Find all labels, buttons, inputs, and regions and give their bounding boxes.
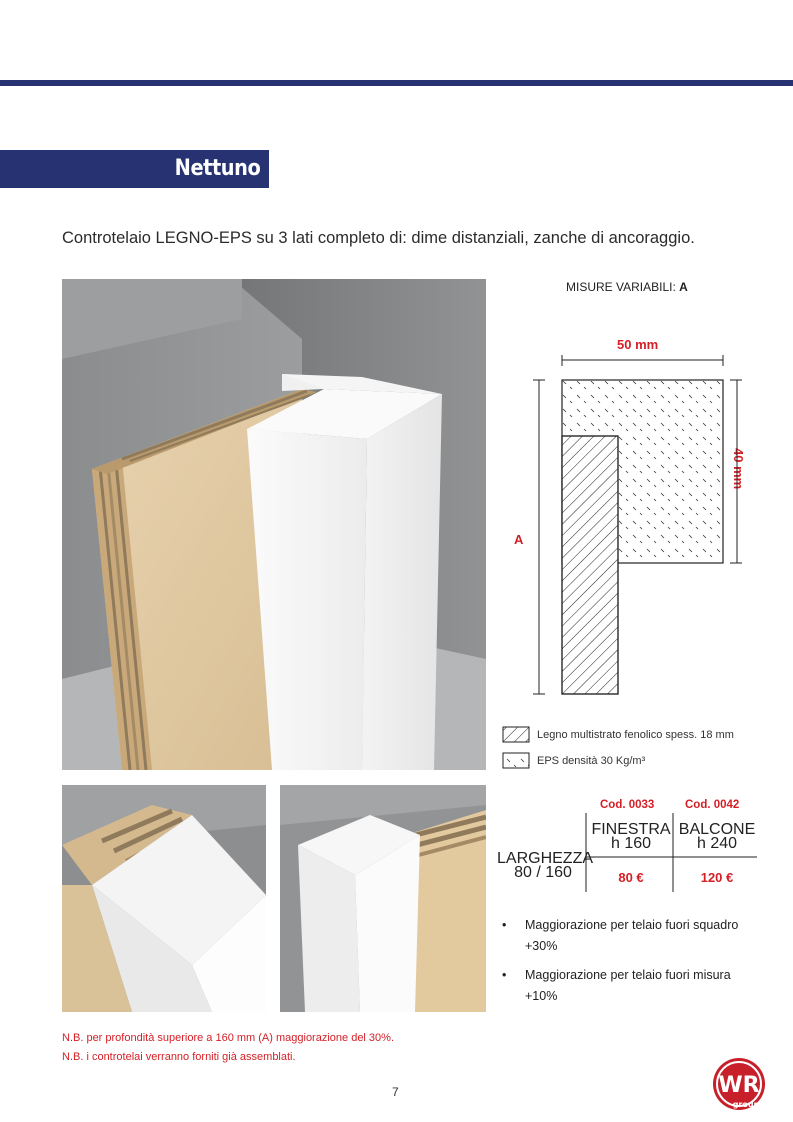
intro-text: Controtelaio LEGNO-EPS su 3 lati completo di: dime distanziali, zanche di ancoraggio. (62, 229, 695, 247)
page-title: Nettuno (174, 156, 260, 181)
legend-eps-label: EPS densità 30 Kg/m³ (537, 755, 646, 767)
logo-sub: group (732, 1100, 760, 1109)
surcharge-item: • Maggiorazione per telaio fuori misura +10% (500, 965, 760, 1007)
row-label-line1: LARGHEZZA (497, 850, 594, 867)
legend-wood (537, 729, 734, 741)
height-dimension-label: 40 mm (731, 448, 746, 490)
row-label (497, 850, 594, 881)
code-finestra: Cod. 0033 (600, 799, 655, 811)
measures-title (566, 280, 688, 294)
header-finestra-name: FINESTRA (591, 821, 671, 838)
note-assembly: N.B. i controtelai verranno forniti già assemblati. (62, 1051, 296, 1063)
product-photo-detail-right (280, 785, 486, 1012)
surcharge-item: • Maggiorazione per telaio fuori squadro +30% (500, 915, 760, 957)
surcharge-list (500, 915, 760, 1015)
product-photo-main (62, 279, 486, 770)
row-label-line2: 80 / 160 (514, 864, 572, 881)
header-balcone-name: BALCONE (678, 821, 756, 838)
header-balcone (676, 823, 758, 851)
code-balcone: Cod. 0042 (685, 799, 740, 811)
header-finestra-height: h 160 (610, 835, 652, 852)
page-number: 7 (392, 1085, 399, 1099)
header-finestra (590, 823, 672, 851)
product-photo-detail-left (62, 785, 266, 1012)
width-dimension-label: 50 mm (617, 337, 659, 352)
measures-title-prefix: MISURE VARIABILI: (566, 280, 680, 294)
note-depth: N.B. per profondità superiore a 160 mm (A) maggiorazione del 30%. (62, 1032, 395, 1044)
legend-eps (537, 755, 645, 767)
price-balcone: 120 € (700, 870, 734, 885)
legend-wood-label: Legno multistrato fenolico spess. 18 mm (537, 729, 734, 741)
top-rule (0, 80, 793, 86)
price-finestra: 80 € (618, 870, 644, 885)
header-balcone-height: h 240 (696, 835, 738, 852)
title-band (0, 150, 269, 188)
measures-title-variable: A (679, 280, 688, 294)
wr-group-logo (706, 1057, 772, 1113)
variable-dimension-label: A (514, 532, 524, 547)
logo-letters: WR (718, 1073, 760, 1098)
